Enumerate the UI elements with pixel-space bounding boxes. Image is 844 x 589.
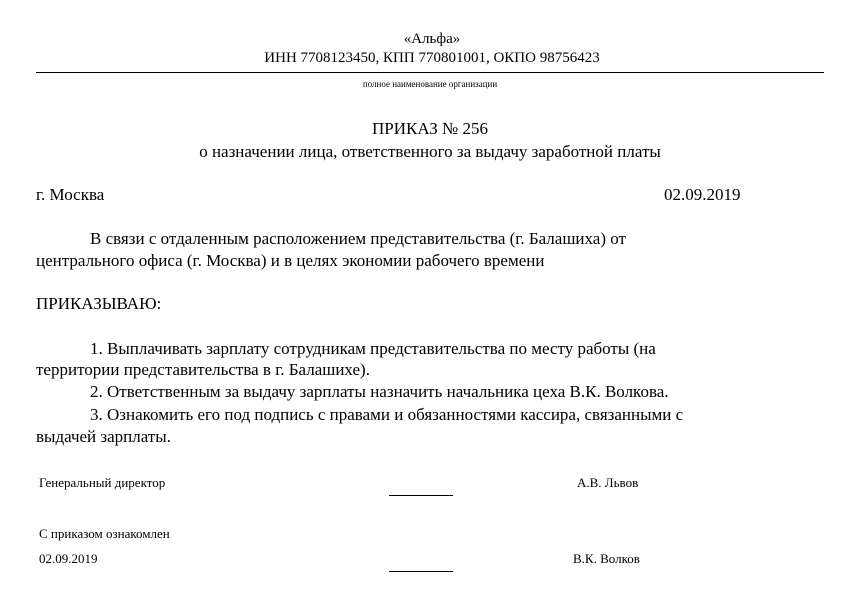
preamble-line-1: В связи с отдаленным расположением представительства (г. Балашиха) от: [90, 229, 626, 248]
order-item-1-line-1: 1. Выплачивать зарплату сотрудникам представительства по месту работы (на: [90, 339, 656, 358]
order-title: ПРИКАЗ № 256: [372, 119, 488, 138]
acknowledged-name: В.К. Волков: [573, 551, 640, 566]
preamble-line-2: центрального офиса (г. Москва) и в целях экономии рабочего времени: [36, 251, 545, 270]
organization-caption: полное наименование организации: [362, 79, 498, 89]
organization-codes: ИНН 7708123450, КПП 770801001, ОКПО 98756423: [264, 50, 600, 66]
directive-heading: ПРИКАЗЫВАЮ:: [36, 294, 162, 313]
director-position: Генеральный директор: [39, 475, 166, 490]
order-item-3-line-2: выдачей зарплаты.: [36, 427, 171, 446]
order-item-3-line-1: 3. Ознакомить его под подпись с правами и обязанностями кассира, связанными с: [90, 405, 684, 424]
acknowledged-date: 02.09.2019: [39, 551, 98, 566]
order-item-2: 2. Ответственным за выдачу зарплаты назначить начальника цеха В.К. Волкова.: [90, 382, 669, 401]
order-date: 02.09.2019: [664, 185, 741, 204]
organization-name: «Альфа»: [403, 31, 461, 47]
order-item-1-line-2: территории представительства в г. Балашихе).: [36, 360, 370, 379]
organization-underline: [36, 72, 824, 73]
acknowledged-label: С приказом ознакомлен: [39, 526, 170, 541]
director-signature-line: [389, 495, 453, 496]
director-name: А.В. Львов: [577, 475, 639, 490]
employee-signature-line: [389, 571, 453, 572]
order-subject: о назначении лица, ответственного за выдачу заработной платы: [199, 142, 661, 161]
order-city: г. Москва: [36, 185, 105, 204]
